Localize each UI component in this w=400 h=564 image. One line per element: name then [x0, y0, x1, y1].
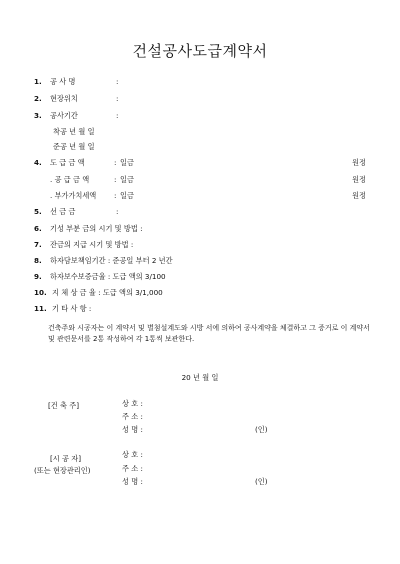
item-number: 10.	[34, 288, 47, 297]
item-balance-payment	[34, 239, 374, 251]
owner-company-label: 상 호 :	[122, 399, 143, 408]
item-label: . 공 급 금 액	[50, 175, 90, 184]
item-label: 기성 부분 금의 시기 및 방법 :	[50, 224, 143, 233]
item-defect-bond-rate	[34, 271, 374, 283]
item-value: 일금	[120, 191, 134, 200]
item-defect-liability	[34, 255, 374, 267]
item-supply-amount	[34, 174, 374, 186]
item-label: 하자보수보증금율 : 도급 액의 3/100	[50, 272, 166, 281]
item-vat-amount	[34, 190, 374, 202]
item-colon: :	[116, 207, 119, 216]
item-value: 일금	[120, 175, 134, 184]
item-other-matters	[34, 303, 374, 315]
item-construction-period	[34, 110, 374, 122]
item-site-location	[34, 93, 374, 105]
item-colon: :	[116, 111, 119, 120]
item-advance-payment	[34, 206, 374, 218]
period-start-text: 착공 년 월 일	[53, 127, 95, 136]
document-title: 건설공사도급계약서	[132, 42, 268, 60]
item-number: 11.	[34, 304, 47, 313]
item-number: 1.	[34, 77, 42, 86]
contractor-name-label: 성 명 :	[122, 477, 143, 486]
item-number: 6.	[34, 224, 42, 233]
item-colon: :	[116, 77, 119, 86]
item-label: 선 금 금	[50, 207, 76, 216]
contractor-role: [시 공 자]	[50, 454, 82, 463]
item-label: 기 타 사 항 :	[52, 304, 92, 313]
period-end-text: 준공 년 월 일	[53, 142, 95, 151]
item-label: 하자담보책임기간 : 준공일 부터 2 년간	[50, 256, 173, 265]
item-delay-penalty-rate	[34, 287, 374, 299]
item-label: 공 사 명	[50, 77, 76, 86]
owner-name-label: 성 명 :	[122, 425, 143, 434]
contractor-company-label: 상 호 :	[122, 450, 143, 459]
contractor-seal: (인)	[255, 477, 268, 486]
item-colon: :	[114, 158, 117, 167]
item-number: 4.	[34, 158, 42, 167]
item-number: 2.	[34, 94, 42, 103]
item-number: 5.	[34, 207, 42, 216]
item-project-name	[34, 76, 374, 88]
item-colon: :	[116, 94, 119, 103]
item-label: 지 체 상 금 율 : 도급 액의 3/1,000	[52, 288, 163, 297]
contractor-address-label: 주 소 :	[122, 464, 143, 473]
item-label: 현장위치	[50, 94, 78, 103]
item-colon: :	[114, 175, 117, 184]
item-progress-payment	[34, 223, 374, 235]
contractor-role-alt: (또는 현장관리인)	[34, 466, 91, 475]
item-number: 8.	[34, 256, 42, 265]
item-number: 7.	[34, 240, 42, 249]
item-unit: 원정	[352, 191, 366, 200]
item-label: . 부가가치세액	[50, 191, 97, 200]
contract-statement: 건축주와 시공자는 이 계약서 및 별첨설계도와 시방 서에 의하여 공사계약을 체결하고 그 증거로 이 계약서 및 관련문서를 2통 작성하여 각 1통씩 보관한다.	[48, 324, 370, 343]
item-number: 9.	[34, 272, 42, 281]
period-end	[53, 141, 393, 153]
period-start	[53, 126, 393, 138]
owner-address-label: 주 소 :	[122, 412, 143, 421]
item-unit: 원정	[352, 175, 366, 184]
contract-date: 20 년 월 일	[181, 373, 219, 382]
item-colon: :	[114, 191, 117, 200]
item-number: 3.	[34, 111, 42, 120]
item-value: 일금	[120, 158, 134, 167]
item-label: 도 급 금 액	[50, 158, 85, 167]
item-unit: 원정	[352, 158, 366, 167]
item-label: 잔금의 지급 시기 및 방법 :	[50, 240, 134, 249]
item-label: 공사기간	[50, 111, 78, 120]
item-contract-amount	[34, 157, 374, 169]
owner-seal: (인)	[255, 425, 268, 434]
owner-role: [건 축 주]	[48, 401, 80, 410]
